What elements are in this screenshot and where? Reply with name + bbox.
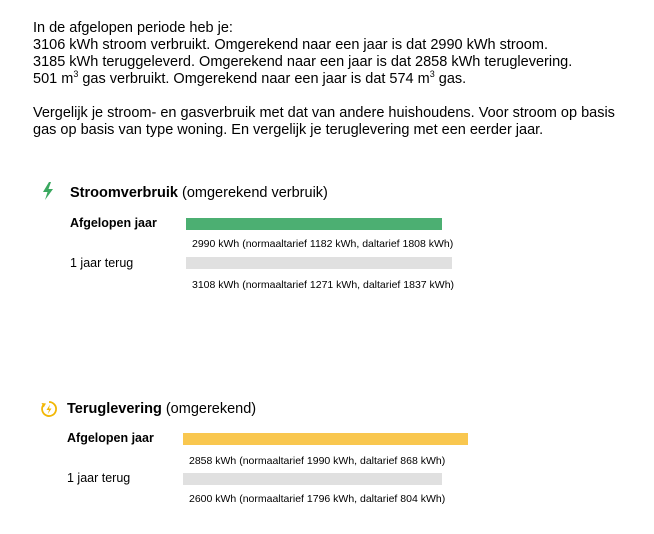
teruglevering-note-previous: 2600 kWh (normaaltarief 1796 kWh, daltarief 804 kWh) bbox=[189, 493, 446, 505]
stroom-row-label-previous: 1 jaar terug bbox=[70, 256, 134, 270]
intro-line-3: 3185 kWh teruggeleverd. Omgerekend naar een jaar is dat 2858 kWh teruglevering. bbox=[33, 54, 573, 70]
intro-line-4-sup-2: 3 bbox=[429, 69, 435, 80]
stroom-row-label-current: Afgelopen jaar bbox=[70, 216, 157, 230]
teruglevering-note-current: 2858 kWh (normaaltarief 1990 kWh, daltarief 868 kWh) bbox=[189, 455, 446, 467]
teruglevering-bar-previous bbox=[183, 473, 442, 485]
intro-line-4-sup-1: 3 bbox=[73, 69, 79, 80]
intro-line-2: 3106 kWh stroom verbruikt. Omgerekend naar een jaar is dat 2990 kWh stroom. bbox=[33, 37, 548, 53]
intro-spacer bbox=[33, 88, 653, 105]
stroom-note-previous: 3108 kWh (normaaltarief 1271 kWh, daltarief 1837 kWh) bbox=[192, 279, 455, 291]
teruglevering-title bbox=[67, 401, 256, 417]
stroom-note-current: 2990 kWh (normaaltarief 1182 kWh, daltarief 1808 kWh) bbox=[192, 238, 454, 250]
intro-line-1: In de afgelopen periode heb je: bbox=[33, 20, 233, 36]
intro-line-4-c: gas. bbox=[434, 71, 467, 87]
intro-line-4 bbox=[33, 71, 653, 88]
intro-text bbox=[33, 20, 653, 139]
stroom-title-rest: (omgerekend verbruik) bbox=[177, 185, 328, 201]
stroom-title bbox=[70, 185, 328, 201]
stroom-title-bold: Stroomverbruik bbox=[70, 185, 178, 201]
teruglevering-row-label-current: Afgelopen jaar bbox=[67, 431, 154, 445]
stroom-bar-current bbox=[186, 218, 442, 230]
intro-compare-line-1: Vergelijk je stroom- en gasverbruik met dat van andere huishoudens. Voor stroom op basis bbox=[33, 105, 615, 121]
intro-line-4-b: gas verbruikt. Omgerekend naar een jaar is dat 574 m bbox=[78, 71, 430, 87]
return-energy-icon bbox=[40, 400, 58, 418]
intro-line-4-a: 501 m bbox=[33, 71, 74, 87]
intro-compare-line-2: gas op basis van type woning. En vergelijk je teruglevering met een eerder jaar. bbox=[33, 122, 544, 138]
stroom-bar-previous bbox=[186, 257, 452, 269]
teruglevering-title-rest: (omgerekend) bbox=[161, 401, 257, 417]
lightning-icon bbox=[42, 182, 54, 200]
teruglevering-bar-current bbox=[183, 433, 468, 445]
teruglevering-title-bold: Teruglevering bbox=[67, 401, 162, 417]
teruglevering-row-label-previous: 1 jaar terug bbox=[67, 471, 131, 485]
